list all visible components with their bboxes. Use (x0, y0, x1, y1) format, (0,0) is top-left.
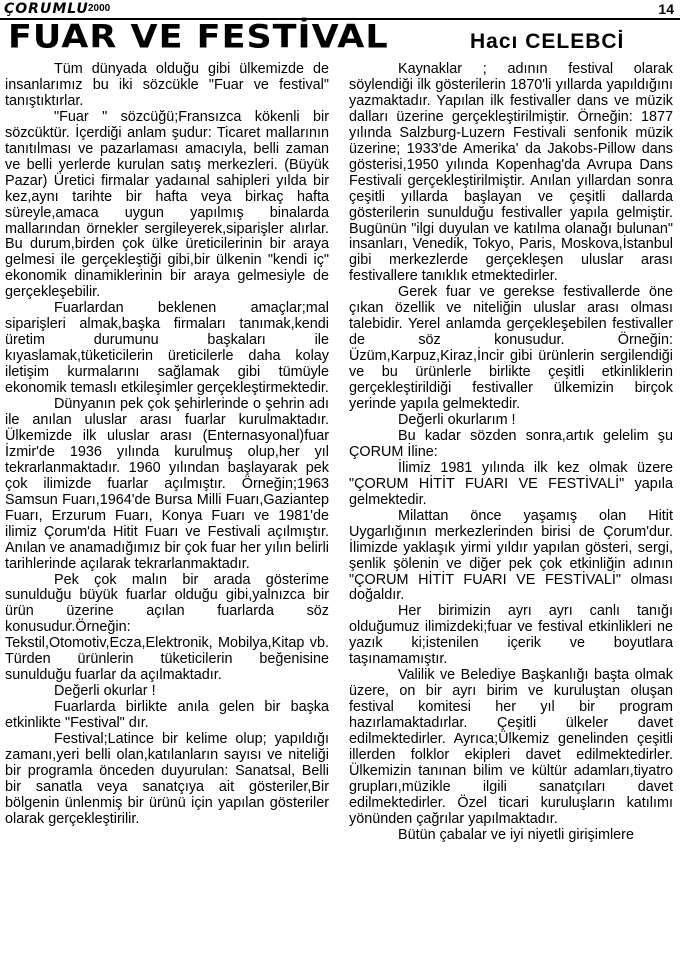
paragraph: Değerli okurlarım ! (398, 411, 516, 428)
paragraph: Pek çok malın bir arada gösterime sunulduğu büyük fuarlar olduğu gibi,yalnızca bir ürün üzerine açılan fuarlarda söz konusudur.Örneğin: Tekstil,Otomotiv,Ecza,Elektronik, Mobilya,Kitap vb. Türden ürünlerin tüketicilerin beğenisine sunulduğu fuarlar da açılmaktadır. (5, 571, 329, 684)
paragraph: "Fuar " sözcüğü;Fransızca kökenli bir sözcüktür. İçerdiği anlam şudur: Ticaret mallarının tanıtılması ve pazarlaması amacıyla, belli zaman ve belli yerlerde kurulan satış merkezleri. (Büyük Pazar) Üretici firmalar yadaınal sahipleri yılda bir kez,aynı tarihte bir hafta veya birkaç hafta süreyle,amaca uygun yapılmış binalarda mallarından örnekler sergileyerek,siparişler alırlar. Bu durum,birden çok ülke üreticilerinin bir araya gelmesi ile gerçekleştiği gibi,bir ülkenin "kendi iç" ekonomik dinamiklerinin bir araya gelmesiyle de gerçekleşebilir. (5, 108, 329, 301)
issue-year: 2000 (88, 3, 111, 14)
paragraph: Valilik ve Belediye Başkanlığı başta olmak üzere, on bir ayrı birim ve kuruluştan oluşan festival komitesi her yıl bir program hazırlamaktadırlar. Çeşitli ülkeler davet edilmektedirler. Ayrıca;Ülkemiz genelinden çeşitli illerden folklor ekipleri davet edilmektedirler. Ülkemizin tanınan bilim ve kültür adamları,tiyatro grupları,müzikle ilgili sanatçıları davet edilmektedirler. Özel ticari kuruluşların katılımı yönünden çağrılar yapılmaktadır. (349, 667, 673, 827)
paragraph: Festival;Latince bir kelime olup; yapıldığı zamanı,yeri belli olan,katılanların sayısı ve niteliği bir programla önceden duyurulan: Sanatsal, Belli bir sanatla veya sanatçıya ait gösteriler,Bir bölgenin ünlenmiş bir ürünü için yapılan gösteriler olarak gerçekleştirilir. (5, 731, 329, 827)
magazine-name: ÇORUMLU (4, 1, 89, 17)
page-number: 14 (658, 1, 674, 17)
left-column (5, 62, 329, 828)
paragraph: Gerek fuar ve gerekse festivallerde öne çıkan özellik ve niteliğin uluslar arası olması talebidir. Yerel anlamda gerçekleşebilen festivaller de söz konusudur. Örneğin: Üzüm,Karpuz,Kiraz,İncir gibi ürünlerin sergilendiği ve bu ürünlerle birlikte çeşitli etkinliklerin gerçekleştirildiği festivaller ülkemizin birçok yerinde yapıla gelmektedir. (349, 284, 673, 413)
page-header (0, 0, 680, 20)
article-title: FUAR VE FESTİVAL (8, 18, 389, 56)
paragraph: Her birimizin ayrı ayrı canlı tanığı olduğumuz ilimizdeki;fuar ve festival etkinlikleri ne yazık ki;istenilen içerik ve boyutlara taşınamamıştır. (349, 603, 673, 668)
paragraph: Fuarlarda birlikte anıla gelen bir başka etkinlikte "Festival" dır. (5, 699, 329, 732)
paragraph: Değerli okurlar ! (54, 683, 156, 700)
paragraph: Milattan önce yaşamış olan Hitit Uygarlığının merkezlerinden birisi de Çorum'dur. İlimizde yaklaşık yirmi yıldır yapılan gösteri, sergi, şenlik şölenin ve diğer pek çok etkinliğin adının "ÇORUM HİTİT FUARI VE FESTİVALİ" olması doğaldır. (349, 507, 673, 604)
article-author: Hacı CELEBCİ (470, 30, 625, 53)
paragraph: Fuarlardan beklenen amaçlar;mal siparişleri almak,başka firmaları tanımak,kendi üretim durumunu başkaları ile kıyaslamak,tüketicilerin üreticilerle daha kolay iletişim kurmalarını sağlamak gibi tümüyle ekonomik temaslı etkileşimler gerçekleştirmektedir. (5, 300, 329, 397)
paragraph: Dünyanın pek çok şehirlerinde o şehrin adı ile anılan uluslar arası fuarlar kurulmaktadır. Ülkemizde ilk uluslar arası (Enternasyonal)fuar İzmir'de 1936 yılında kurulmuş olup,her yıl tekrarlanmaktadır. 1960 yılından başlayarak pek çok ilimizde fuarlar açılmıştır. Örneğin;1963 Samsun Fuarı,1964'de Bursa Milli Fuarı,Gaziantep Fuarı, Erzurum Fuarı, Konya Fuarı ve 1981'de ilimiz Çorum'da Hitit Fuarı ve Festivali açılmıştır. Anılan ve anamadığımız bir çok fuar her yılın belirli tarihlerinde açılarak tekrarlanmaktadır. (5, 396, 329, 572)
paragraph: Kaynaklar ; adının festival olarak söylendiği ilk gösterilerin 1870'li yıllarda yapıldığını yazmaktadır. Yapılan ilk festivaller dans ve müzik dalları üzerine gerçekleştirilmiştir. Örneğin: 1877 yılında Salzburg-Luzern Festivali senfonik müzik üzerine; 1933'de Amerika' da Jakobs-Pillow dans gösterisi,1950 yılında Kopenhag'da Avrupa Dans Festivali gerçekleştirilmiştir. Anılan yıllardan sonra çeşitli yıllarda başlayan ve çeşitli dallarda gösterilerin sunulduğu festivaller yapıla gelmiştir. Bugünün "ilgi duyulan ve katılma olanağı bulunan" insanları, Venedik, Tokyo, Paris, Moskova,İstanbul gibi merkezlerde gerçekleşen uluslar arası festivallere tanıklık etmektedirler. (349, 61, 673, 285)
paragraph: Bütün çabalar ve iyi niyetli girişimlere (398, 826, 634, 843)
paragraph: Tüm dünyada olduğu gibi ülkemizde de insanlarımız bu iki sözcükle "Fuar ve festival" tanıştıktırlar. (5, 61, 329, 109)
paragraph: Bu kadar sözden sonra,artık gelelim şu ÇORUM İline: (349, 427, 673, 460)
paragraph: İlimiz 1981 yılında ilk kez olmak üzere "ÇORUM HİTİT FUARI VE FESTİVALİ" yapıla gelmektedir. (349, 459, 673, 508)
right-column (349, 62, 673, 844)
